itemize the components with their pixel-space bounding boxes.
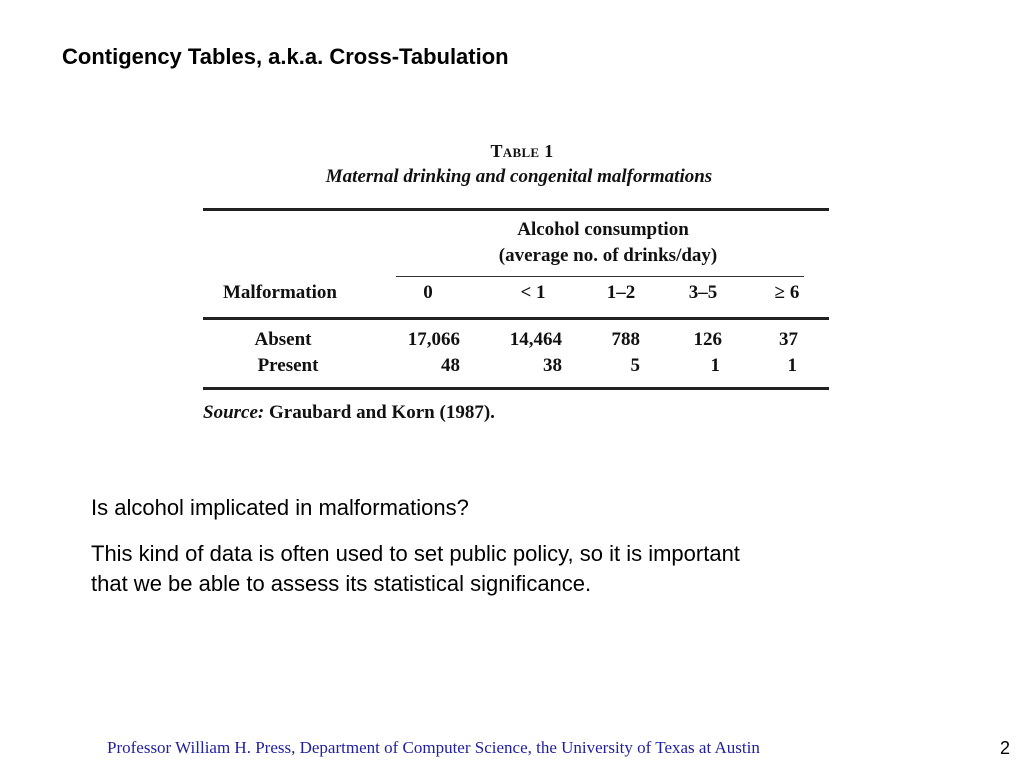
table-cell: 48	[441, 355, 460, 376]
paragraph-line-2: that we be able to assess its statistical significance.	[91, 571, 592, 596]
group-header-rule	[396, 276, 804, 277]
table-figure	[203, 138, 829, 423]
table-cell: 1	[787, 355, 797, 376]
table-cell: 1	[710, 355, 720, 376]
paragraph-line-1: This kind of data is often used to set public policy, so it is important	[91, 541, 740, 566]
table-cell: 38	[543, 355, 562, 376]
page-number: 2	[1000, 738, 1011, 758]
row-label: Present	[257, 355, 319, 376]
table-cell: 14,464	[509, 329, 562, 350]
source-text: Graubard and Korn (1987).	[268, 402, 495, 423]
table-header-rule	[203, 317, 829, 320]
col-header: 3–5	[688, 282, 718, 303]
table-top-rule	[203, 208, 829, 211]
slide-title: Contigency Tables, a.k.a. Cross-Tabulation	[62, 44, 509, 69]
table-cell: 37	[779, 329, 798, 350]
footer-credit: Professor William H. Press, Department of Computer Science, the University of Texas at Austin	[107, 738, 760, 757]
table-cell: 126	[693, 329, 722, 350]
col-header: < 1	[520, 282, 546, 303]
group-header-line2: (average no. of drinks/day)	[498, 245, 718, 266]
source-label: Source:	[203, 402, 265, 423]
col-header: 0	[423, 282, 433, 303]
table-cell: 788	[611, 329, 640, 350]
row-label: Absent	[254, 329, 312, 350]
table-cell: 5	[630, 355, 640, 376]
table-source	[203, 402, 495, 424]
row-header: Malformation	[223, 282, 337, 303]
table-cell: 17,066	[407, 329, 460, 350]
question-text: Is alcohol implicated in malformations?	[91, 495, 469, 520]
table-caption: Maternal drinking and congenital malformations	[325, 166, 713, 187]
table-label: Table 1	[490, 141, 554, 161]
col-header: 1–2	[606, 282, 636, 303]
col-header: ≥ 6	[774, 282, 800, 303]
table-bottom-rule	[203, 387, 829, 390]
group-header-line1: Alcohol consumption	[517, 219, 689, 240]
